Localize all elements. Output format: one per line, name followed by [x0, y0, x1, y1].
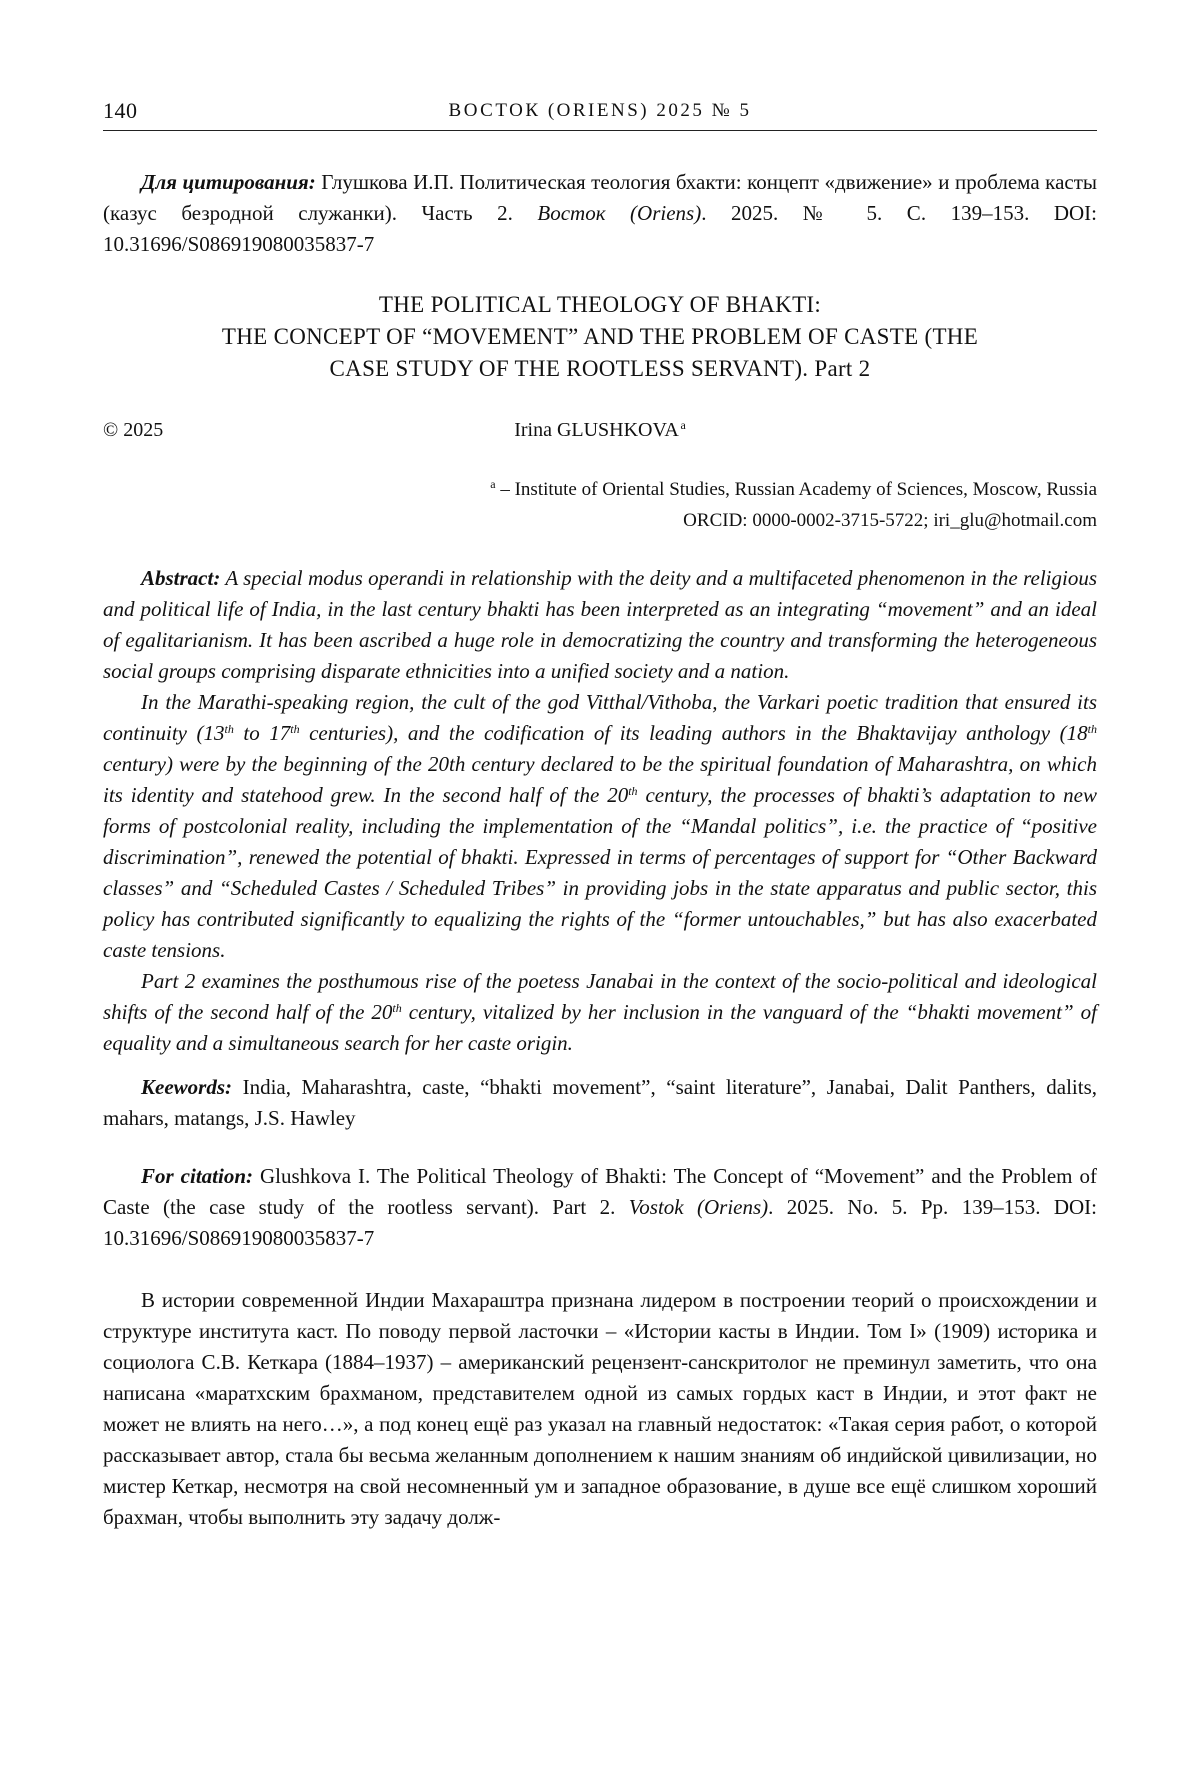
superscript: th	[628, 784, 638, 798]
body-paragraph: В истории современной Индии Махараштра признана лидером в построении теорий о происхождении и структуре института каст. По поводу первой ласточки – «Истории касты в Индии. Том I» (1909) историка и социолога С.В. Кеткара (1884–1937) – американский рецензент-санскритолог не преминул заметить, что она написана «маратхским брахманом, представителем одной из самых гордых каст в Индии, и этот факт не может не влиять на него…», а под конец ещё раз указал на главный недостаток: «Такая серия работ, о которой рассказывает автор, стала бы весьма желанным дополнением к нашим знаниям об индийской цивилизации, но мистер Кеткар, несмотря на свой несомненный ум и западное образование, в душе все ещё слишком хороший брахман, чтобы выполнить эту задачу долж-	[103, 1288, 1097, 1529]
keywords-text: India, Maharashtra, caste, “bhakti movement”, “saint literature”, Janabai, Dalit Panthers, dalits, mahars, matangs, J.S. Hawley	[103, 1075, 1097, 1130]
citation-english-journal: Vostok (Oriens)	[628, 1195, 769, 1219]
abstract-text: Part 2 examines the posthumous rise of the poetess Janabai in the context of the socio-political and ideological shifts of the second half of the 20	[103, 969, 1097, 1024]
journal-title: ВОСТОК (ORIENS) 2025 № 5	[448, 100, 752, 121]
abstract-text: century, vitalized by her inclusion in the vanguard of the “bhakti movement” of equality and a simultaneous search for her caste origin.	[103, 1000, 1097, 1055]
author-affiliation-mark: a	[680, 418, 686, 432]
abstract-text: century) were by the beginning of the 20th century declared to be the spiritual foundation of Maharashtra, on which its identity and statehood grew. In the second half of the 20	[103, 752, 1097, 807]
citation-russian-text: Глушкова И.П. Политическая теология бхакти: концепт «движение» и проблема касты (казус безродной служанки). Часть 2.	[103, 170, 1097, 225]
superscript: th	[290, 722, 300, 736]
citation-english-label: For citation:	[141, 1164, 254, 1188]
article-title-line: CASE STUDY OF THE ROOTLESS SERVANT). Part 2	[329, 356, 871, 381]
page-number: 140	[103, 98, 138, 123]
abstract-text: In the Marathi-speaking region, the cult of the god Vitthal/Vithoba, the Varkari poetic tradition that ensured its continuity (13	[103, 690, 1097, 745]
affiliation-institute	[103, 474, 1097, 505]
citation-russian-label: Для цитирования:	[141, 170, 316, 194]
abstract-paragraph	[103, 687, 1097, 966]
citation-russian-journal: Восток (Oriens)	[537, 201, 702, 225]
article-title-line: THE POLITICAL THEOLOGY OF BHAKTI:	[378, 292, 822, 317]
superscript: th	[392, 1001, 402, 1015]
author-row	[103, 419, 1097, 447]
abstract-text: to 17	[233, 721, 291, 745]
superscript: th	[1087, 722, 1097, 736]
citation-english-details: . 2025. No. 5. Pp. 139–153. DOI: 10.31696/S086919080035837-7	[103, 1195, 1097, 1250]
affiliation-mark: a	[490, 477, 496, 491]
abstract-text: centuries), and the codification of its leading authors in the Bhaktavijay anthology (18	[299, 721, 1088, 745]
abstract-text: A special modus operandi in relationship with the deity and a multifaceted phenomenon in the religious and political life of India, in the last century bhakti has been interpreted as an integrating “movement” and an ideal of egalitarianism. It has been ascribed a huge role in democratizing the country and transforming the heterogeneous social groups comprising disparate ethnicities into a unified society and a nation.	[103, 566, 1097, 683]
abstract-text: century, the processes of bhakti’s adaptation to new forms of postcolonial reality, including the implementation of the “Mandal politics”, i.e. the practice of “positive discrimination”, renewed the potential of bhakti. Expressed in terms of percentages of support for “Other Backward classes” and “Scheduled Castes / Scheduled Tribes” in providing jobs in the state apparatus and public sector, this policy has contributed significantly to equalizing the rights of the “former untouchables,” but has also exacerbated caste tensions.	[103, 783, 1097, 962]
abstract-label: Abstract:	[141, 566, 221, 590]
citation-english	[103, 1161, 1097, 1254]
keywords-label: Keewords:	[141, 1075, 232, 1099]
citation-english-text: Glushkova I. The Political Theology of Bhakti: The Concept of “Movement” and the Problem of Caste (the case study of the rootless servant). Part 2.	[103, 1164, 1097, 1219]
superscript: th	[224, 722, 234, 736]
abstract-paragraph	[103, 966, 1097, 1059]
running-header	[103, 96, 1097, 131]
citation-russian	[103, 167, 1097, 260]
affiliation-contact: ORCID: 0000-0002-3715-5722; iri_glu@hotmail.com	[683, 510, 1097, 531]
article-title-line: THE CONCEPT OF “MOVEMENT” AND THE PROBLEM OF CASTE (THE	[221, 324, 979, 349]
abstract	[103, 563, 1097, 1059]
affiliation-text: – Institute of Oriental Studies, Russian Academy of Sciences, Moscow, Russia	[495, 479, 1097, 500]
affiliation	[103, 474, 1097, 536]
author-name	[103, 419, 1097, 442]
citation-russian-details: . 2025. № 5. С. 139–153. DOI: 10.31696/S086919080035837-7	[103, 201, 1098, 256]
article-title	[103, 289, 1097, 385]
keywords	[103, 1072, 1097, 1134]
author-name-text: Irina GLUSHKOVA	[514, 419, 679, 441]
copyright: © 2025	[103, 419, 164, 441]
article-page	[103, 96, 1097, 1533]
abstract-paragraph	[103, 563, 1097, 687]
